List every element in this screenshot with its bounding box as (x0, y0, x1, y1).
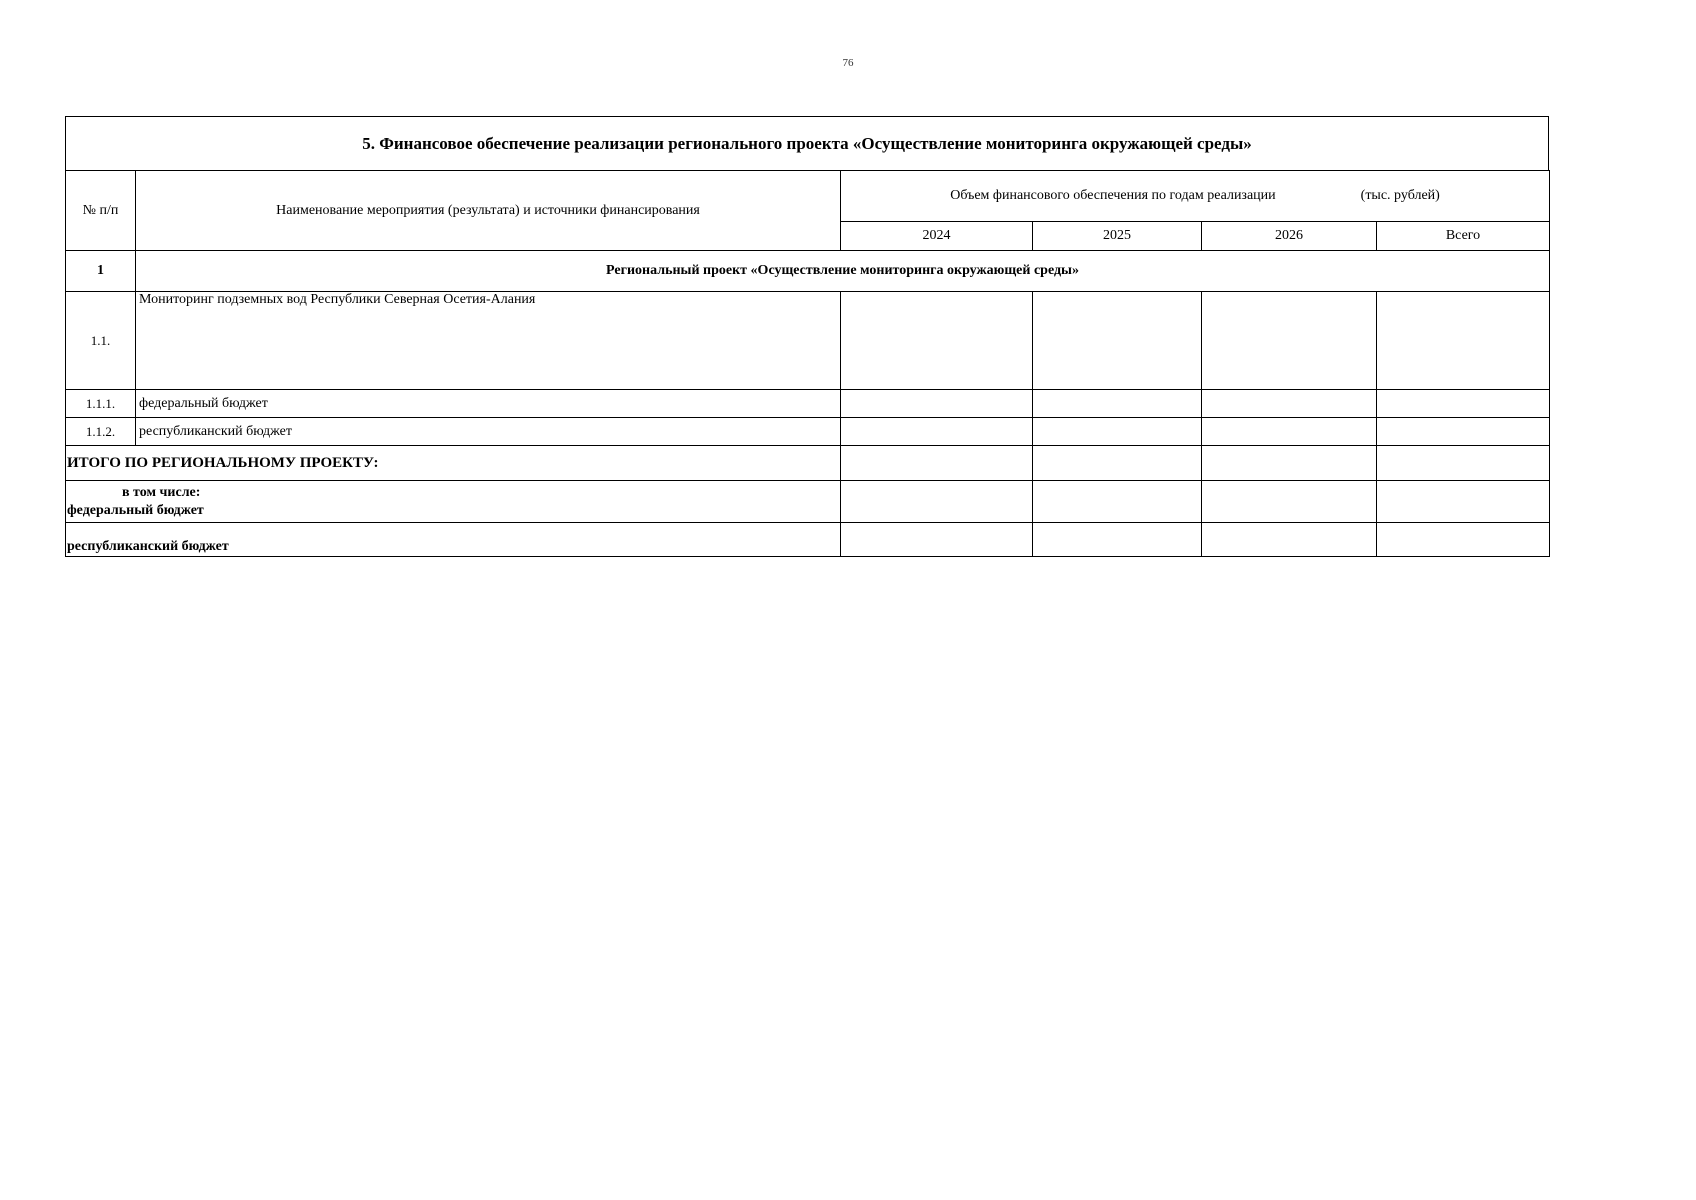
project-row (66, 251, 1550, 292)
total-federal-label (66, 481, 841, 523)
page-number: 76 (842, 57, 854, 69)
republic-value-2025 (1033, 523, 1202, 557)
header-year-2026: 2026 (1202, 222, 1377, 251)
republic-budget-label: республиканский бюджет (66, 523, 841, 557)
row-value-2025 (1033, 390, 1202, 418)
row-value-2026 (1202, 292, 1377, 390)
total-federal-row (66, 481, 1550, 523)
total-republic-row (66, 523, 1550, 557)
header-total: Всего (1377, 222, 1550, 251)
header-year-2024: 2024 (841, 222, 1033, 251)
header-unit: (тыс. рублей) (1360, 188, 1440, 203)
federal-value-2025 (1033, 481, 1202, 523)
row-value-2024 (841, 418, 1033, 446)
row-value-2024 (841, 292, 1033, 390)
row-value-2026 (1202, 390, 1377, 418)
section-title: 5. Финансовое обеспечение реализации регионального проекта «Осуществление мониторинга окружающей среды» (65, 116, 1549, 171)
including-label: в том числе: (122, 484, 201, 500)
total-value-2025 (1033, 446, 1202, 481)
header-year-2025: 2025 (1033, 222, 1202, 251)
row-num: 1.1. (66, 292, 136, 390)
total-value-2024 (841, 446, 1033, 481)
header-num: № п/п (66, 171, 136, 251)
row-value-2024 (841, 390, 1033, 418)
project-label: Региональный проект «Осуществление мониторинга окружающей среды» (136, 251, 1550, 292)
project-num: 1 (66, 251, 136, 292)
header-volume (841, 171, 1550, 222)
row-name: республиканский бюджет (136, 418, 841, 446)
header-name: Наименование мероприятия (результата) и источники финансирования (136, 171, 841, 251)
row-value-2025 (1033, 418, 1202, 446)
republic-value-total (1377, 523, 1550, 557)
row-value-total (1377, 418, 1550, 446)
federal-value-2024 (841, 481, 1033, 523)
table-row (66, 390, 1550, 418)
total-value-total (1377, 446, 1550, 481)
table-row (66, 292, 1550, 390)
row-num: 1.1.2. (66, 418, 136, 446)
financing-table (65, 170, 1550, 557)
row-name: федеральный бюджет (136, 390, 841, 418)
row-num: 1.1.1. (66, 390, 136, 418)
total-row (66, 446, 1550, 481)
row-name: Мониторинг подземных вод Республики Северная Осетия-Алания (136, 292, 841, 390)
row-value-2026 (1202, 418, 1377, 446)
federal-value-2026 (1202, 481, 1377, 523)
republic-value-2026 (1202, 523, 1377, 557)
row-value-total (1377, 390, 1550, 418)
header-row (66, 171, 1550, 222)
republic-value-2024 (841, 523, 1033, 557)
table-row (66, 418, 1550, 446)
total-value-2026 (1202, 446, 1377, 481)
header-volume-label: Объем финансового обеспечения по годам реализации (950, 188, 1276, 203)
federal-value-total (1377, 481, 1550, 523)
row-value-total (1377, 292, 1550, 390)
federal-budget-label: федеральный бюджет (67, 502, 204, 518)
row-value-2025 (1033, 292, 1202, 390)
total-label: ИТОГО ПО РЕГИОНАЛЬНОМУ ПРОЕКТУ: (66, 446, 841, 481)
